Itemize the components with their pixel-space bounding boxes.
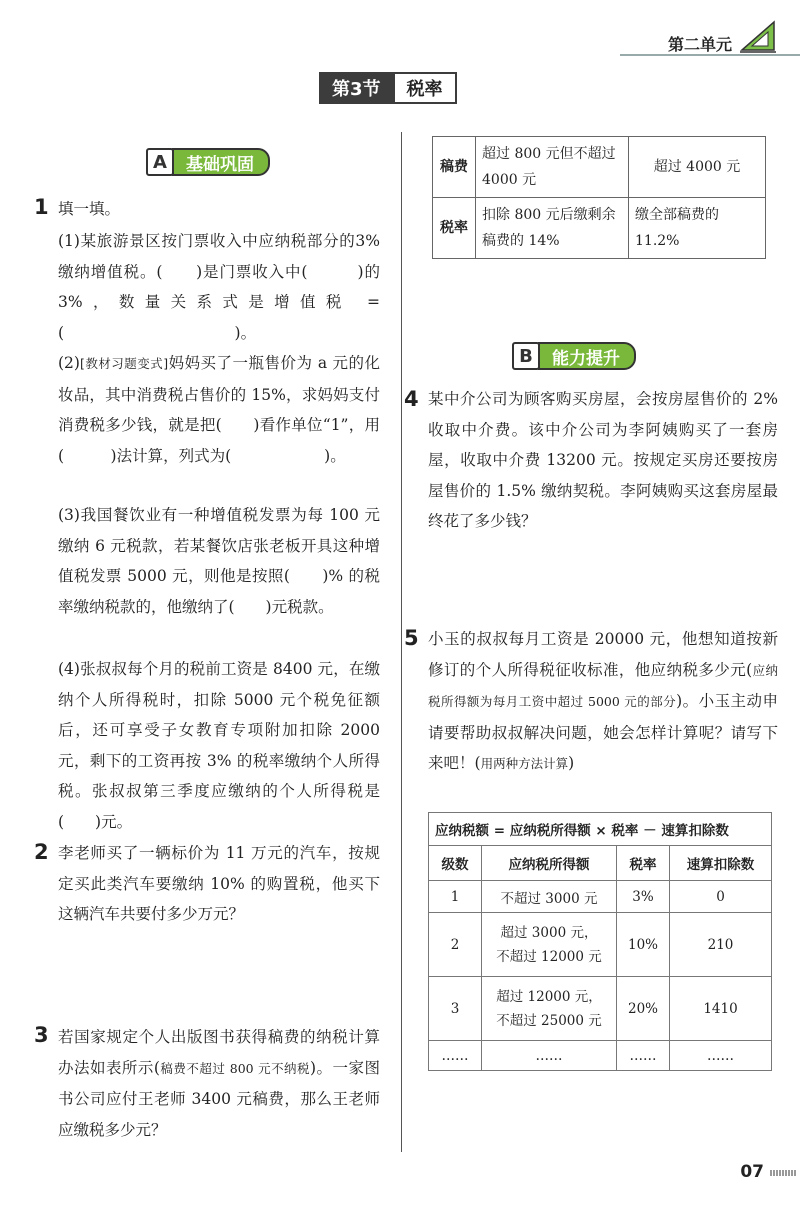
table-row xyxy=(429,913,772,977)
q3-text xyxy=(58,1022,380,1145)
table-cell: …… xyxy=(482,1041,617,1071)
table-row xyxy=(429,881,772,913)
q5-note1: 应纳税所得额为每月工资中超过 5000 元的部分 xyxy=(428,662,778,709)
tax-formula: 应纳税额 = 应纳税所得额 × 税率 － 速算扣除数 xyxy=(429,813,772,846)
table-cell: …… xyxy=(429,1041,482,1071)
part-b-label: 能力提升 xyxy=(538,342,636,370)
table-cell: 1 xyxy=(429,881,482,913)
part-a-banner xyxy=(146,148,270,176)
q3-note: 稿费不超过 800 元不纳税 xyxy=(159,1060,311,1076)
q1-part2-tag: [教材习题变式] xyxy=(79,356,169,371)
table-cell: …… xyxy=(670,1041,772,1071)
range-line: 不超过 25000 元 xyxy=(496,1012,602,1029)
income-tax-rate-table xyxy=(428,812,772,1071)
page-number: 07 xyxy=(740,1162,764,1182)
table-cell: 3% xyxy=(617,881,670,913)
q5-number: 5 xyxy=(404,626,419,650)
table-row xyxy=(429,977,772,1041)
table-cell: 10% xyxy=(617,913,670,977)
section-title: 税率 xyxy=(395,72,457,104)
table-cell: …… xyxy=(617,1041,670,1071)
table-cell xyxy=(482,977,617,1041)
part-b-banner xyxy=(512,342,636,370)
royalty-tax-table xyxy=(432,136,766,259)
table-cell: 1410 xyxy=(670,977,772,1041)
q5-text-b: )。小玉主动申请要帮助叔叔解决问题，她会怎样计算呢？请写下来吧！( xyxy=(428,692,778,772)
q1-number: 1 xyxy=(34,195,49,219)
q5-text-a: 小玉的叔叔每月工资是 20000 元，他想知道按新修订的个人所得税征收标准，他应纳税多少元( xyxy=(428,630,778,679)
table-row xyxy=(433,137,766,198)
q4-number: 4 xyxy=(404,387,419,411)
header-rule xyxy=(620,54,800,56)
column-header: 应纳税所得额 xyxy=(482,846,617,881)
q5-note2: 用两种方法计算 xyxy=(480,756,569,771)
column-divider xyxy=(401,132,402,1152)
range-line: 超过 12000 元， xyxy=(496,988,602,1005)
section-number: 第3节 xyxy=(314,72,395,104)
q2-number: 2 xyxy=(34,840,49,864)
part-a-label: 基础巩固 xyxy=(172,148,270,176)
table-cell: 210 xyxy=(670,913,772,977)
unit-title: 第二单元 xyxy=(667,35,732,54)
range-line: 超过 3000 元， xyxy=(500,924,598,941)
table-header-row xyxy=(429,846,772,881)
table-cell: 3 xyxy=(429,977,482,1041)
q3-text-b: )。一家图书公司应付王老师 3400 元稿费，那么王老师应缴税多少元？ xyxy=(58,1058,380,1139)
q2-text: 李老师买了一辆标价为 11 万元的汽车，按规定买此类汽车要缴纳 10% 的购置税，他买下这辆汽车共要付多少万元？ xyxy=(58,844,380,923)
q1-part3: (3)我国餐饮业有一种增值税发票为每 100 元缴纳 6 元税款，若某餐饮店张老板开具这种增值税发票 5000 元，则他是按照( )% 的税率缴纳税款的，他缴纳了( )元税款。 xyxy=(58,506,380,616)
table-cell: 20% xyxy=(617,977,670,1041)
q1-part4: (4)张叔叔每个月的税前工资是 8400 元，在缴纳个人所得税时，扣除 5000 元个税免征额后，还可享受子女教育专项附加扣除 2000 元，剩下的工资再按 3% 的税率缴纳个人所得税。张叔叔第三季度应缴纳的个人所得税是( )元。 xyxy=(58,660,380,831)
page-mark xyxy=(770,1170,796,1176)
table-cell: 2 xyxy=(429,913,482,977)
table-cell: 0 xyxy=(670,881,772,913)
table-cell xyxy=(482,913,617,977)
q1-part2: (2)[教材习题变式]妈妈买了一瓶售价为 a 元的化妆品，其中消费税占售价的 15%，求妈妈支付消费税多少钱，就是把( )看作单位“1”，用( )法计算，列式为( )。 xyxy=(58,354,380,465)
range-line: 不超过 12000 元 xyxy=(496,948,602,965)
q3-text-a: 若国家规定个人出版图书获得稿费的纳税计算办法如表所示( xyxy=(58,1028,380,1077)
q4-text: 某中介公司为顾客购买房屋，会按房屋售价的 2% 收取中介费。该中介公司为李阿姨购买了一套房屋，收取中介费 13200 元。按规定买房还要按房屋售价的 1.5% 缴纳契税。李阿姨购买这套房屋最终花了多少钱？ xyxy=(428,390,778,530)
part-b-letter: B xyxy=(512,342,540,370)
q3-number: 3 xyxy=(34,1023,49,1047)
q1-part1: (1)某旅游景区按门票收入中应纳税部分的3% 缴纳增值税。( )是门票收入中( )的 3%，数量关系式是增值税 = ( )。 xyxy=(58,232,380,342)
q5-text xyxy=(428,624,778,780)
column-header: 级数 xyxy=(429,846,482,881)
column-header: 税率 xyxy=(617,846,670,881)
table-row xyxy=(433,198,766,259)
table-cell: 缴全部稿费的 11.2% xyxy=(629,198,766,259)
ruler-triangle-icon xyxy=(738,18,778,54)
section-heading xyxy=(314,72,457,104)
table-cell: 超过 4000 元 xyxy=(629,137,766,198)
column-header: 速算扣除数 xyxy=(670,846,772,881)
part-a-letter: A xyxy=(146,148,174,176)
q5-text-c: ) xyxy=(568,754,575,772)
q1-part2-text: 妈妈买了一瓶售价为 a 元的化妆品，其中消费税占售价的 15%，求妈妈支付消费税多少钱，就是把( )看作单位“1”，用( )法计算，列式为( )。 xyxy=(58,354,380,465)
q1-title: 填一填。 xyxy=(58,200,121,218)
row-head-fee: 稿费 xyxy=(433,137,476,198)
row-head-rate: 税率 xyxy=(433,198,476,259)
table-cell: 扣除 800 元后缴剩余稿费的 14% xyxy=(476,198,629,259)
table-cell: 超过 800 元但不超过 4000 元 xyxy=(476,137,629,198)
table-row xyxy=(429,1041,772,1071)
table-cell: 不超过 3000 元 xyxy=(482,881,617,913)
